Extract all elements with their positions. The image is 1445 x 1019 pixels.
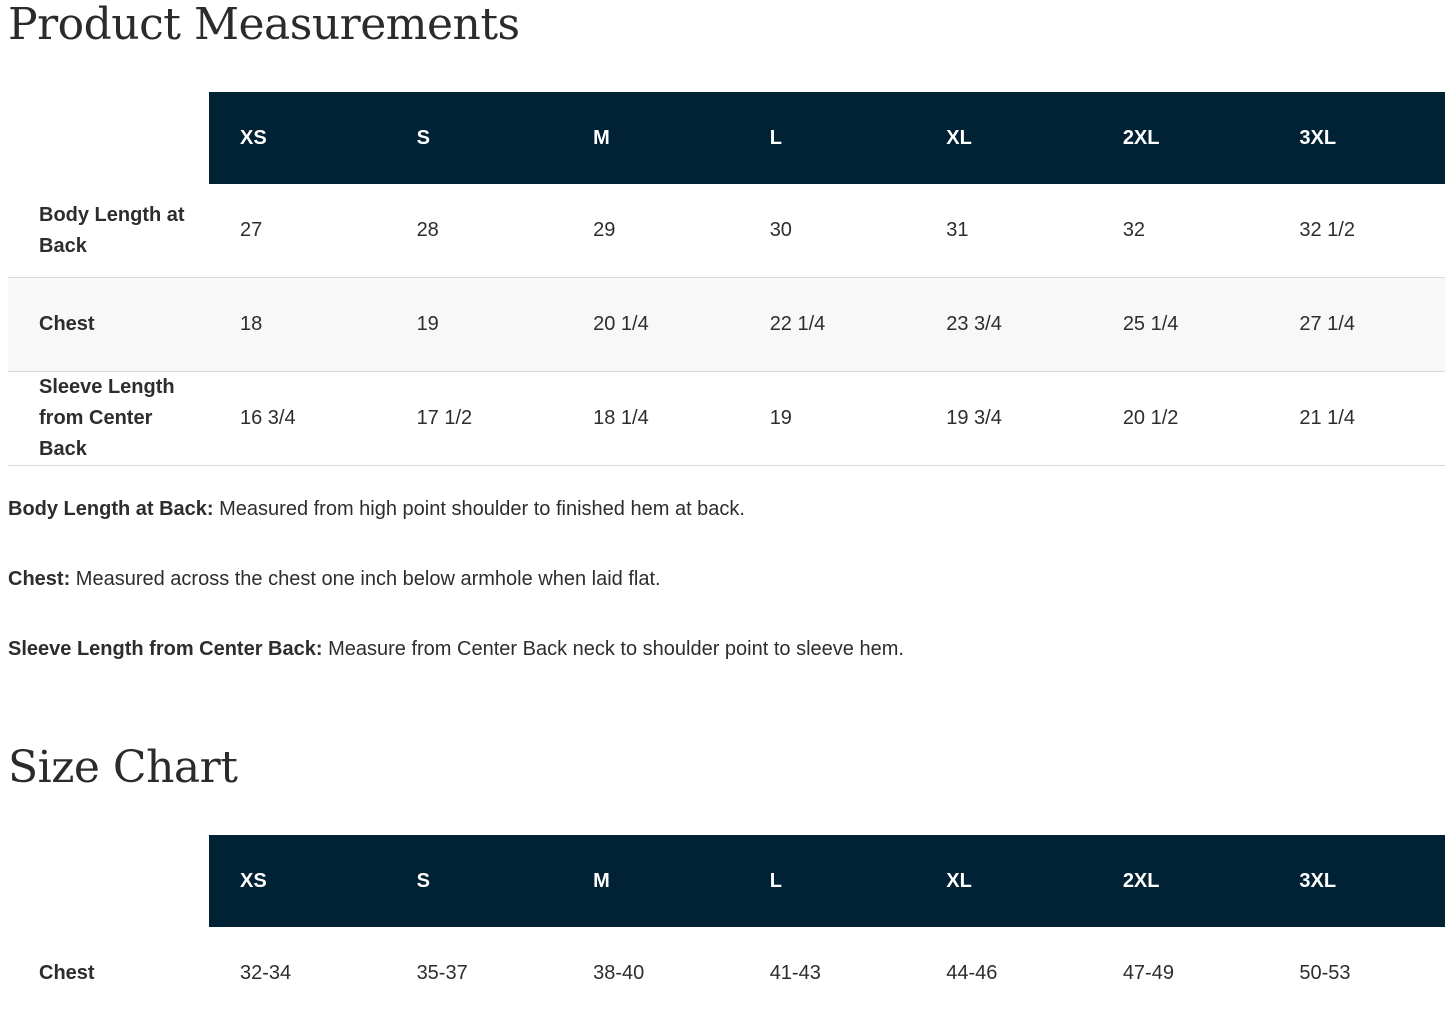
table-cell: 23 3/4 xyxy=(915,278,1092,372)
note-text: Measured across the chest one inch below armhole when laid flat. xyxy=(70,568,661,590)
table-cell: 19 3/4 xyxy=(915,372,1092,466)
row-label: Chest xyxy=(8,278,209,372)
size-header: L xyxy=(739,92,916,184)
table-cell: 31 xyxy=(915,184,1092,278)
size-header: XS xyxy=(209,92,386,184)
measurements-table xyxy=(8,92,1445,466)
size-header: S xyxy=(386,92,563,184)
size-header: XS xyxy=(209,835,386,927)
page-title: Product Measurements xyxy=(8,0,520,50)
row-label: Body Length at Back xyxy=(8,184,209,278)
note-term: Sleeve Length from Center Back: xyxy=(8,638,323,660)
table-cell: 44-46 xyxy=(946,961,998,984)
table-cell: 20 1/2 xyxy=(1092,372,1269,466)
note-chest xyxy=(8,568,661,591)
table-cell: 29 xyxy=(562,184,739,278)
table-cell: 32 1/2 xyxy=(1268,184,1445,278)
table-cell: 27 1/4 xyxy=(1268,278,1445,372)
table-cell: 35-37 xyxy=(416,961,468,984)
size-header: 3XL xyxy=(1268,92,1445,184)
table-cell: 17 1/2 xyxy=(386,372,563,466)
table-cell: 32-34 xyxy=(240,961,292,984)
table-cell: 41-43 xyxy=(769,961,821,984)
row-label: Chest xyxy=(39,961,95,984)
table-cell: 16 3/4 xyxy=(209,372,386,466)
table-cell: 32 xyxy=(1092,184,1269,278)
note-sleeve-length xyxy=(8,638,904,661)
table-header-row xyxy=(8,92,1445,184)
table-cell: 25 1/4 xyxy=(1092,278,1269,372)
size-header: XL xyxy=(915,835,1092,927)
table-cell: 47-49 xyxy=(1122,961,1174,984)
table-row xyxy=(8,184,1445,278)
note-body-length xyxy=(8,498,745,521)
table-cell: 38-40 xyxy=(593,961,645,984)
size-header: XL xyxy=(915,92,1092,184)
size-header: M xyxy=(562,92,739,184)
table-cell: 20 1/4 xyxy=(562,278,739,372)
table-header-row xyxy=(8,835,1445,927)
size-header: 3XL xyxy=(1268,835,1445,927)
table-cell: 19 xyxy=(739,372,916,466)
header-corner xyxy=(8,835,209,927)
table-cell: 22 1/4 xyxy=(739,278,916,372)
table-cell: 18 1/4 xyxy=(562,372,739,466)
size-header: M xyxy=(562,835,739,927)
table-cell: 21 1/4 xyxy=(1268,372,1445,466)
table-cell: 50-53 xyxy=(1299,961,1351,984)
size-header: L xyxy=(739,835,916,927)
size-header: 2XL xyxy=(1092,92,1269,184)
table-cell: 18 xyxy=(209,278,386,372)
note-text: Measured from high point shoulder to finished hem at back. xyxy=(213,498,745,520)
note-term: Body Length at Back: xyxy=(8,498,214,520)
note-term: Chest: xyxy=(8,568,71,590)
size-header: 2XL xyxy=(1092,835,1269,927)
table-row xyxy=(8,278,1445,372)
table-row xyxy=(8,927,1445,1019)
size-header: S xyxy=(386,835,563,927)
table-cell: 30 xyxy=(739,184,916,278)
header-corner xyxy=(8,92,209,184)
row-label: Sleeve Length from Center Back xyxy=(8,372,209,466)
table-row xyxy=(8,372,1445,466)
table-cell: 28 xyxy=(386,184,563,278)
note-text: Measure from Center Back neck to shoulder point to sleeve hem. xyxy=(322,638,904,660)
table-cell: 19 xyxy=(386,278,563,372)
size-chart-table xyxy=(8,835,1445,1019)
table-cell: 27 xyxy=(209,184,386,278)
section-title: Size Chart xyxy=(8,742,238,793)
